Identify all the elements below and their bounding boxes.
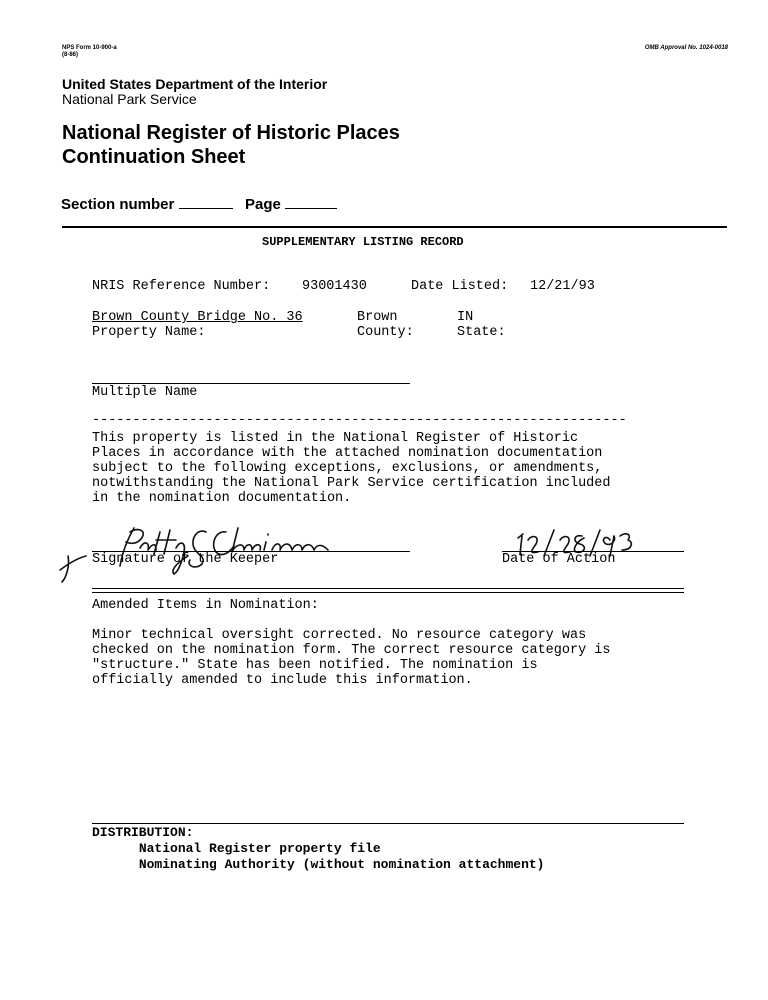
section-number-blank [179, 196, 233, 209]
amended-line: "structure." State has been notified. The nomination is [92, 658, 538, 673]
distribution-label: DISTRIBUTION: [92, 825, 194, 840]
dashed-separator: ------------------------------------------------------------------ [92, 413, 627, 428]
register-title: National Register of Historic Places [62, 122, 400, 144]
statement-line: subject to the following exceptions, exclusions, or amendments, [92, 461, 603, 476]
county-value: Brown [357, 310, 398, 325]
property-name-label: Property Name: [92, 325, 206, 340]
form-number-text: NPS Form 10-900-a [62, 45, 117, 51]
department-name: United States Department of the Interior [62, 76, 328, 92]
nris-number: 93001430 [302, 279, 367, 294]
date-of-action-label: Date of Action [502, 552, 616, 567]
amended-paragraph [92, 628, 610, 688]
header-divider [62, 226, 727, 228]
amended-line: checked on the nomination form. The correct resource category is [92, 643, 611, 658]
double-separator-top [92, 588, 684, 589]
statement-line: in the nomination documentation. [92, 491, 352, 506]
nris-label: NRIS Reference Number: [92, 279, 271, 294]
section-number-label: Section number [61, 196, 175, 213]
page-label: Page [245, 196, 281, 213]
distribution-rule [92, 823, 684, 824]
property-name-value: Brown County Bridge No. 36 [92, 310, 303, 325]
amended-label: Amended Items in Nomination: [92, 598, 319, 613]
date-listed-value: 12/21/93 [530, 279, 595, 294]
multiple-name-label: Multiple Name [92, 385, 198, 400]
record-title: SUPPLEMENTARY LISTING RECORD [262, 235, 464, 249]
section-page-line [61, 196, 337, 213]
omb-approval: OMB Approval No. 1024-0018 [644, 45, 728, 51]
date-listed-label: Date Listed: [411, 279, 509, 294]
agency-name: National Park Service [62, 91, 197, 107]
distribution-item: National Register property file [138, 841, 381, 856]
signature-label: Signature of the Keeper [92, 552, 279, 567]
statement-line: Places in accordance with the attached nomination documentation [92, 446, 603, 461]
register-title-block [62, 121, 400, 169]
form-number [62, 45, 117, 59]
amended-line: Minor technical oversight corrected. No resource category was [92, 628, 587, 643]
statement-line: This property is listed in the National Register of Historic [92, 431, 579, 446]
double-separator-bottom [92, 592, 684, 593]
page-blank [285, 196, 337, 209]
multiple-name-line [92, 383, 410, 384]
distribution-item: Nominating Authority (without nomination attachment) [138, 857, 545, 872]
county-label: County: [357, 325, 414, 340]
statement-paragraph [92, 431, 610, 506]
state-value: IN [457, 310, 474, 325]
state-label: State: [457, 325, 506, 340]
statement-line: notwithstanding the National Park Service certification included [92, 476, 611, 491]
distribution-block [92, 825, 544, 873]
amended-line: officially amended to include this information. [92, 673, 473, 688]
form-date-text: (8-86) [62, 52, 79, 58]
sheet-title: Continuation Sheet [62, 146, 246, 168]
